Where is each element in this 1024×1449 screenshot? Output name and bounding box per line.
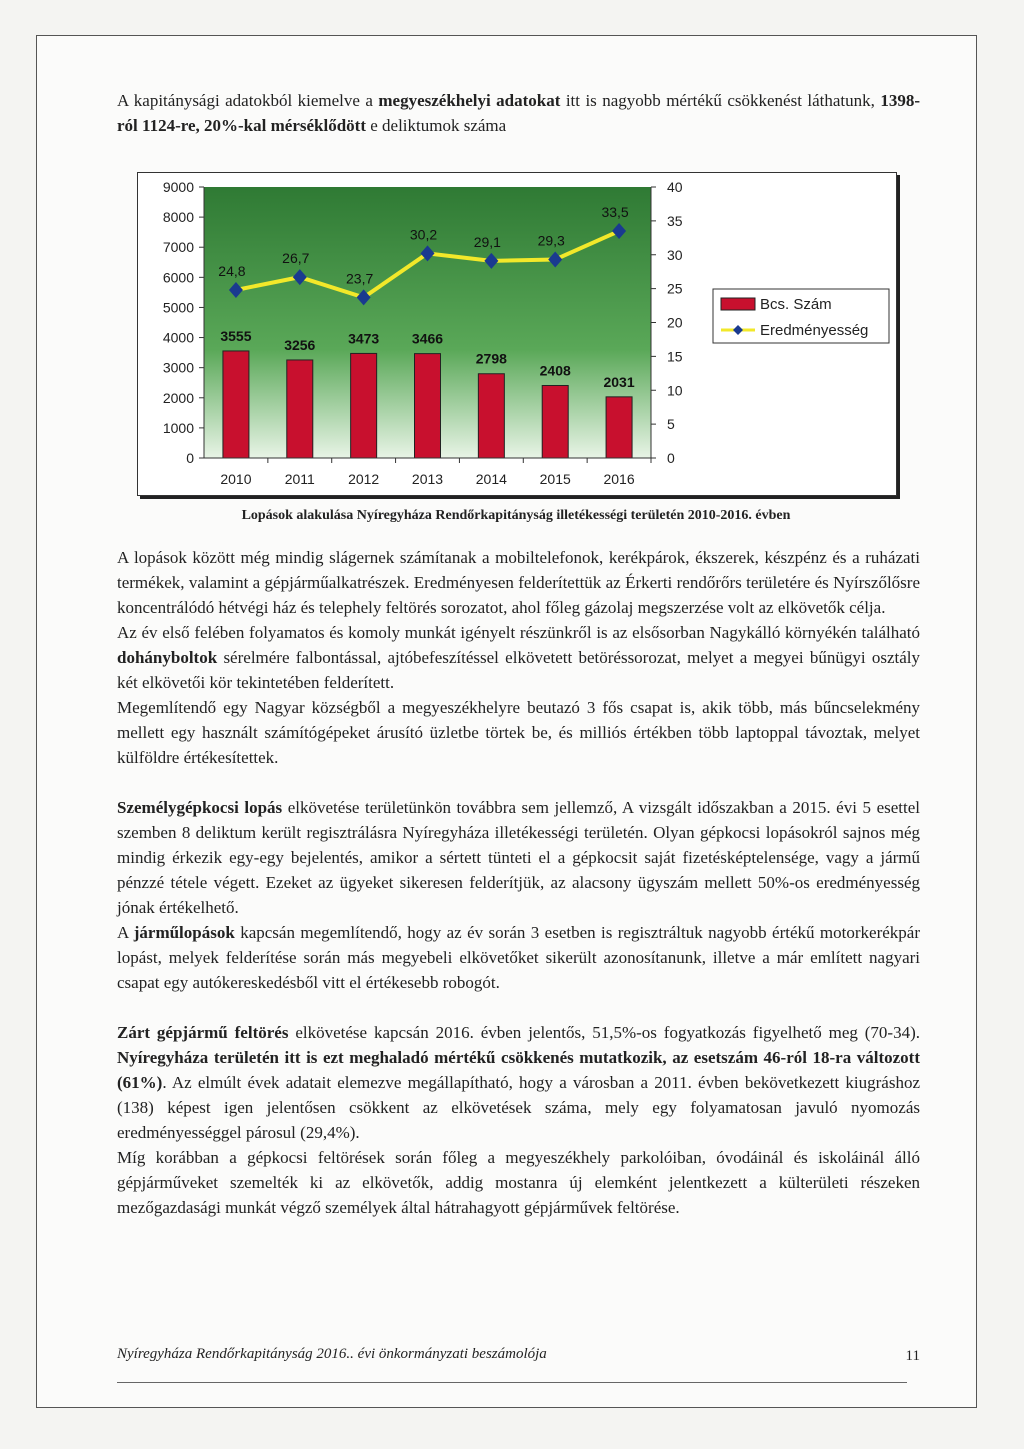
paragraph-1: A lopások között még mindig slágernek számítanak a mobiltelefonok, kerékpárok, ékszerek, készpénz és a ruházati termékek, valamint a gépjárműalkatrészek. Eredményesen felderítettük az Érkerti rendőrőrs területére és Nyírszőlősre koncentrálódó hétvégi ház és telephely feltörés sorozatot, ahol főleg gázolaj megszerzése volt az elkövetők célja. xyxy=(117,548,920,617)
x-tick-label: 2012 xyxy=(348,471,380,487)
chart-box xyxy=(137,172,897,496)
bar-data-label: 2031 xyxy=(603,373,635,390)
left-tick-label: 9000 xyxy=(162,179,194,195)
spacer xyxy=(117,770,920,795)
left-tick-label: 0 xyxy=(186,450,194,466)
bar xyxy=(287,360,313,458)
paragraph-2 xyxy=(117,620,920,695)
footer xyxy=(117,1346,920,1363)
line-data-label: 24,8 xyxy=(218,262,246,279)
bar-data-label: 3473 xyxy=(348,330,380,347)
line-data-label: 33,5 xyxy=(601,204,629,221)
right-axis xyxy=(651,179,683,466)
legend-bar-label: Bcs. Szám xyxy=(760,296,832,313)
x-tick-label: 2016 xyxy=(603,471,635,487)
left-tick-label: 4000 xyxy=(162,329,194,346)
chart-caption: Lopások alakulása Nyíregyháza Rendőrkapitányság illetékességi területén 2010-2016. évben xyxy=(241,508,791,523)
right-tick-label: 30 xyxy=(667,246,683,263)
line-data-label: 29,1 xyxy=(473,233,501,250)
paragraph-6 xyxy=(117,1020,920,1145)
p6-text-1: elkövetése kapcsán 2016. évben jelentős, 51,5%-os fogyatkozás figyelhető meg (70-34). xyxy=(288,1023,920,1042)
left-axis xyxy=(163,179,204,466)
left-tick-label: 8000 xyxy=(162,209,194,226)
p2-text-2: sérelmére falbontással, ajtóbefeszítéssel elkövetett betöréssorozat, melyet a megyei bűnügyi osztály két elkövetői kör tekintetében felderített. xyxy=(117,648,920,692)
x-tick-label: 2015 xyxy=(539,471,571,487)
bar xyxy=(606,397,632,458)
bar xyxy=(478,374,504,458)
line-data-label: 23,7 xyxy=(346,270,374,287)
paragraph-5 xyxy=(117,920,920,995)
p6-bold-2: Nyíregyháza területén itt is ezt meghaladó mértékű csökkenés mutatkozik, az esetszám 46-ról 18-ra változott (61%) xyxy=(117,1048,920,1092)
bar-data-label: 2408 xyxy=(539,362,571,379)
bar-data-label: 3466 xyxy=(411,330,444,347)
p2-text-1: Az év első felében folyamatos és komoly munkát igényelt részünkről is az elsősorban Nagykálló környékén található xyxy=(117,623,920,642)
legend xyxy=(713,289,889,343)
spacer xyxy=(117,995,920,1020)
left-tick-label: 6000 xyxy=(162,269,194,286)
line-data-label: 26,7 xyxy=(282,250,310,267)
p5-text-1: A xyxy=(117,923,134,942)
p5-text-2: kapcsán megemlítendő, hogy az év során 3 esetben is regisztráltuk nagyobb értékű motorkerékpár lopást, melyek felderítése során más megyebeli elkövetőket sikerült azonosítanunk, illetve a már említett nagyari csapat egy autókereskedésből vitt el értékesebb robogót. xyxy=(117,923,920,992)
right-tick-label: 25 xyxy=(667,280,683,297)
p6-text-2: . Az elmúlt évek adatait elemezve megállapítható, hogy a városban a 2011. évben bekövetkezett kiugráshoz (138) képest igen jelentősen csökkent az elkövetések száma, mely egy folyamatosan javuló nyomozás eredményességgel párosul (29,4%). xyxy=(117,1073,920,1142)
x-tick-label: 2013 xyxy=(411,471,444,487)
x-axis xyxy=(204,458,651,487)
footer-title: Nyíregyháza Rendőrkapitányság 2016.. évi önkormányzati beszámolója xyxy=(117,1346,547,1362)
paragraph-4 xyxy=(117,795,920,920)
left-tick-label: 1000 xyxy=(162,419,194,436)
line-data-label: 29,3 xyxy=(537,232,565,249)
p4-bold-1: Személygépkocsi lopás xyxy=(117,798,283,817)
body-text xyxy=(117,545,920,1220)
p6-bold-1: Zárt gépjármű feltörés xyxy=(117,1023,289,1042)
bar-data-label: 2798 xyxy=(475,350,507,367)
intro-text-1: A kapitánysági adatokból kiemelve a xyxy=(117,91,379,110)
left-tick-label: 3000 xyxy=(162,359,194,376)
legend-line-label: Eredményesség xyxy=(760,322,869,339)
theft-chart xyxy=(138,173,896,495)
right-tick-label: 15 xyxy=(667,348,683,365)
right-tick-label: 0 xyxy=(667,450,675,466)
bar xyxy=(415,354,441,458)
intro-bold-2: 1398-ról 1124-re, 20%-kal mérséklődött xyxy=(117,91,920,135)
paragraph-3: Megemlítendő egy Nagyar községből a megyeszékhelyre beutazó 3 fős csapat is, akik több, más bűncselekmény mellett egy használt számítógépeket árusító üzletbe törtek be, és milliós értékben több laptoppal távoztak, melyet külföldre értékesítettek. xyxy=(117,698,920,767)
left-tick-label: 7000 xyxy=(162,239,194,256)
x-tick-label: 2014 xyxy=(475,471,507,487)
right-tick-label: 35 xyxy=(667,212,683,229)
intro-text-2: itt is nagyobb mértékű csökkenést láthatunk, xyxy=(560,91,881,110)
left-tick-label: 2000 xyxy=(162,389,194,406)
legend-bar-swatch xyxy=(721,298,755,310)
p4-text-1: elkövetése területünkön továbbra sem jellemző, A vizsgált időszakban a 2015. évi 5 esettel szemben 8 deliktum került regisztrálásra Nyíregyháza illetékességi területén. Olyan gépkocsi lopásokról sajnos még mindig érkezik egy-egy bejelentés, amikor a sértett tünteti el a gépkocsit saját fizetésképtelensége, vagy a jármű pénzzé tétele végett. Ezeket az ügyeket sikeresen felderítjük, az alacsony ügyszám mellett 50%-os eredményesség jónak értékelhető. xyxy=(117,798,920,917)
p2-bold-1: dohányboltok xyxy=(117,648,218,667)
intro-text-3: e deliktumok száma xyxy=(365,116,507,135)
bar-data-label: 3256 xyxy=(284,336,316,353)
right-tick-label: 20 xyxy=(667,314,683,331)
footer-rule xyxy=(117,1382,907,1383)
page-number: 11 xyxy=(905,1348,920,1364)
bar xyxy=(223,351,249,458)
p5-bold-1: járműlopások xyxy=(133,923,235,942)
line-data-label: 30,2 xyxy=(409,226,438,243)
intro-paragraph xyxy=(117,88,920,138)
right-tick-label: 40 xyxy=(667,179,683,195)
intro-bold-1: megyeszékhelyi adatokat xyxy=(378,91,561,110)
left-tick-label: 5000 xyxy=(162,299,194,316)
x-tick-label: 2011 xyxy=(284,471,315,487)
bar xyxy=(542,385,568,458)
right-tick-label: 10 xyxy=(667,382,683,399)
bar xyxy=(351,353,377,458)
right-tick-label: 5 xyxy=(667,416,675,433)
x-tick-label: 2010 xyxy=(220,471,252,487)
bar-data-label: 3555 xyxy=(220,327,252,344)
paragraph-7: Míg korábban a gépkocsi feltörések során főleg a megyeszékhely parkolóiban, óvodáinál és iskoláinál álló gépjárműveket szemelték ki az elkövetők, addig mostanra új elemként jelentkezett a külterületi részeken mezőgazdasági munkát végző személyek által hátrahagyott gépjárművek feltörése. xyxy=(117,1148,920,1217)
